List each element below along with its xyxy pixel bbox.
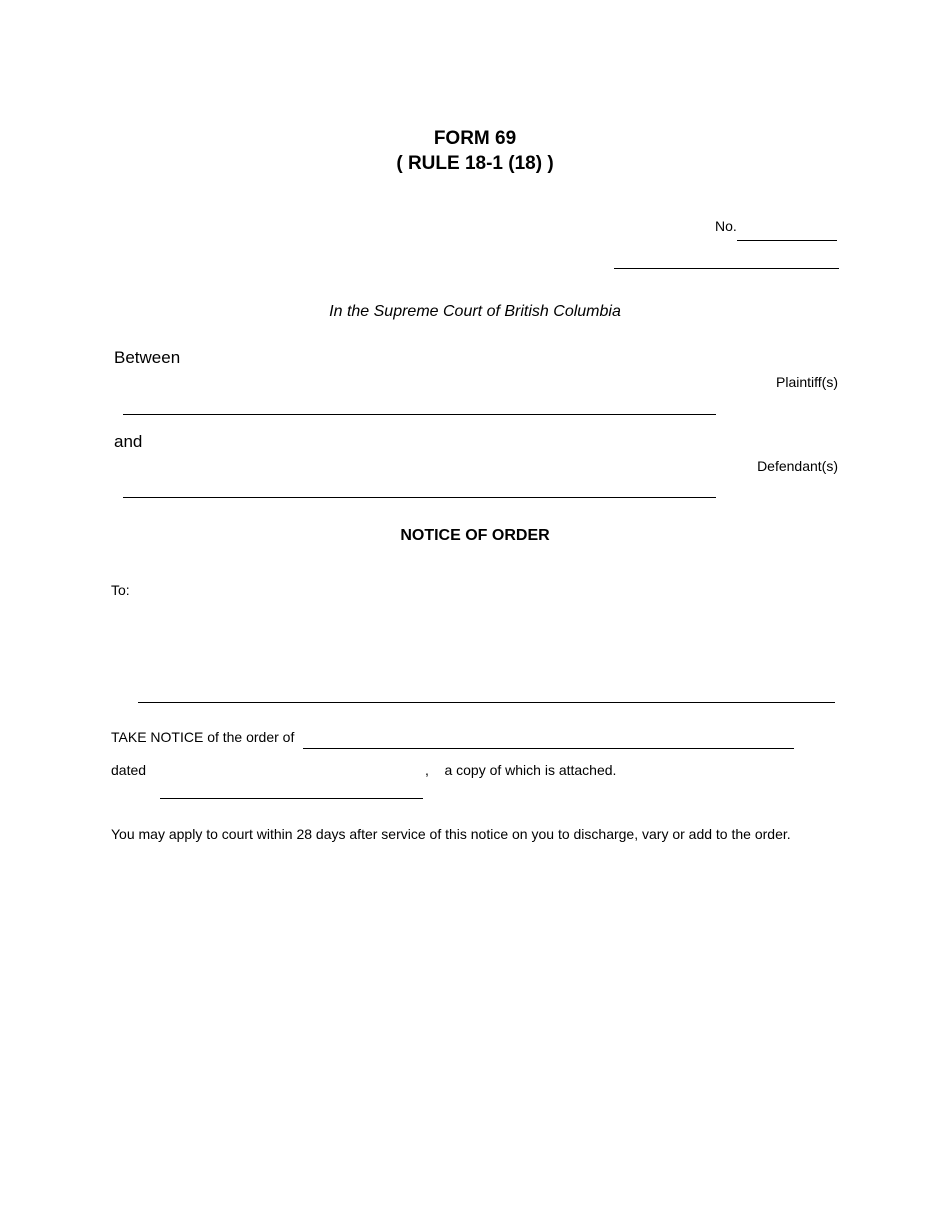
order-date-field[interactable] xyxy=(160,798,423,799)
recipient-field[interactable] xyxy=(138,702,835,703)
and-label: and xyxy=(114,432,143,451)
defendant-name-field[interactable] xyxy=(123,497,716,498)
notice-title: NOTICE OF ORDER xyxy=(400,527,550,544)
order-of-field[interactable] xyxy=(303,748,794,749)
rule-reference: ( RULE 18-1 (18) ) xyxy=(396,153,554,174)
defendant-label: Defendant(s) xyxy=(757,458,838,474)
plaintiff-name-field[interactable] xyxy=(123,414,716,415)
plaintiff-label: Plaintiff(s) xyxy=(776,374,838,390)
take-notice-label: TAKE NOTICE of the order of xyxy=(111,729,295,745)
file-no-field[interactable] xyxy=(737,240,837,241)
copy-attached-text: , a copy of which is attached. xyxy=(425,762,617,778)
file-no-label: No. xyxy=(715,218,737,234)
court-name: In the Supreme Court of British Columbia xyxy=(329,303,621,320)
apply-to-court-text: You may apply to court within 28 days after service of this notice on you to discharge, vary or add to the order. xyxy=(111,826,791,842)
between-label: Between xyxy=(114,348,181,367)
to-label: To: xyxy=(111,582,130,598)
registry-field[interactable] xyxy=(614,268,839,269)
form-number: FORM 69 xyxy=(433,128,517,149)
dated-label: dated xyxy=(111,762,147,778)
